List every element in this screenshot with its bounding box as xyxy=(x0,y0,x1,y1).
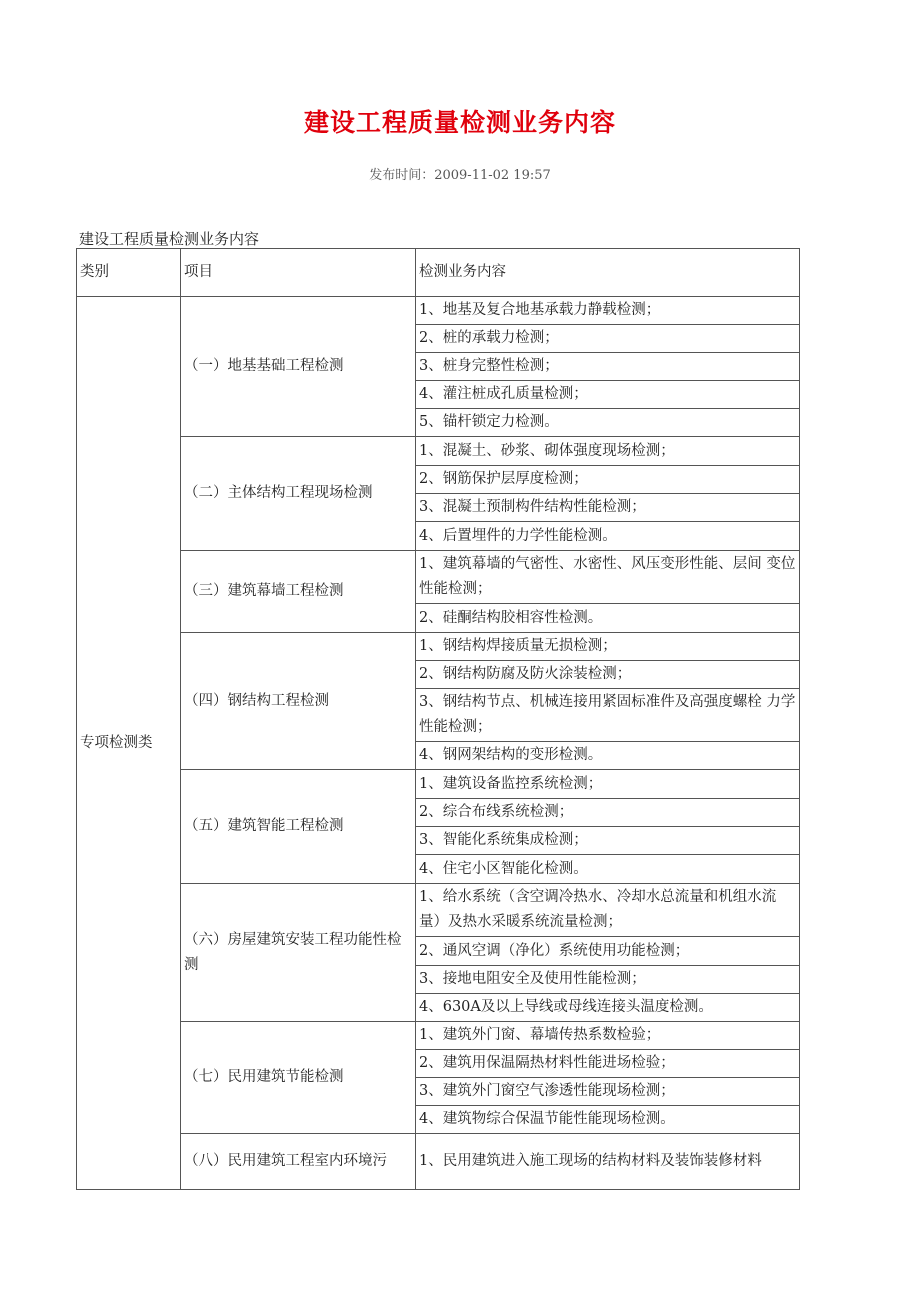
table-row xyxy=(77,770,800,799)
content-cell: 4、灌注桩成孔质量检测； xyxy=(416,381,800,409)
item-cell: （五）建筑智能工程检测 xyxy=(181,770,416,884)
content-cell: 2、硅酮结构胶相容性检测。 xyxy=(416,604,800,633)
content-cell: 1、给水系统（含空调冷热水、冷却水总流量和机组水流 量）及热水采暖系统流量检测； xyxy=(416,884,800,937)
content-cell: 3、智能化系统集成检测； xyxy=(416,827,800,855)
item-cell: （二）主体结构工程现场检测 xyxy=(181,437,416,551)
content-cell: 4、钢网架结构的变形检测。 xyxy=(416,742,800,770)
table-caption: 建设工程质量检测业务内容 xyxy=(79,230,260,248)
item-cell: （六）房屋建筑安装工程功能性检 测 xyxy=(181,884,416,1022)
table-row xyxy=(77,884,800,937)
publish-time: 发布时间：2009-11-02 19:57 xyxy=(369,168,551,183)
category-cell: 专项检测类 xyxy=(77,297,181,1190)
content-cell: 1、建筑设备监控系统检测； xyxy=(416,770,800,799)
content-cell: 1、民用建筑进入施工现场的结构材料及装饰装修材料 xyxy=(416,1134,800,1190)
table-row xyxy=(77,633,800,661)
item-cell: （八）民用建筑工程室内环境污 xyxy=(181,1134,416,1190)
content-cell: 1、建筑幕墙的气密性、水密性、风压变形性能、层间 变位性能检测； xyxy=(416,551,800,604)
content-cell: 1、建筑外门窗、幕墙传热系数检验； xyxy=(416,1022,800,1050)
table-row xyxy=(77,437,800,466)
item-cell: （四）钢结构工程检测 xyxy=(181,633,416,770)
content-cell: 3、混凝土预制构件结构性能检测； xyxy=(416,494,800,522)
inspection-table xyxy=(76,248,800,1190)
table-row xyxy=(77,297,800,325)
content-cell: 1、地基及复合地基承载力静载检测； xyxy=(416,297,800,325)
header-category: 类别 xyxy=(77,249,181,297)
content-cell: 4、后置埋件的力学性能检测。 xyxy=(416,522,800,551)
content-cell: 3、接地电阻安全及使用性能检测； xyxy=(416,966,800,994)
item-cell: （三）建筑幕墙工程检测 xyxy=(181,551,416,633)
content-cell: 4、建筑物综合保温节能性能现场检测。 xyxy=(416,1106,800,1134)
table-row xyxy=(77,551,800,604)
item-cell: （一）地基基础工程检测 xyxy=(181,297,416,437)
content-cell: 2、钢结构防腐及防火涂装检测； xyxy=(416,661,800,689)
header-content: 检测业务内容 xyxy=(416,249,800,297)
content-cell: 5、锚杆锁定力检测。 xyxy=(416,409,800,437)
content-cell: 2、钢筋保护层厚度检测； xyxy=(416,466,800,494)
content-cell: 2、通风空调（净化）系统使用功能检测； xyxy=(416,937,800,966)
content-cell: 2、建筑用保温隔热材料性能进场检验； xyxy=(416,1050,800,1078)
content-cell: 1、混凝土、砂浆、砌体强度现场检测； xyxy=(416,437,800,466)
table-row xyxy=(77,1134,800,1190)
header-item: 项目 xyxy=(181,249,416,297)
content-cell: 3、钢结构节点、机械连接用紧固标准件及高强度螺栓 力学性能检测； xyxy=(416,689,800,742)
table-header-row xyxy=(77,249,800,297)
content-cell: 2、桩的承载力检测； xyxy=(416,325,800,353)
content-cell: 4、住宅小区智能化检测。 xyxy=(416,855,800,884)
table-row xyxy=(77,1022,800,1050)
content-cell: 3、桩身完整性检测； xyxy=(416,353,800,381)
content-cell: 3、建筑外门窗空气渗透性能现场检测； xyxy=(416,1078,800,1106)
content-cell: 2、综合布线系统检测； xyxy=(416,799,800,827)
page-title: 建设工程质量检测业务内容 xyxy=(303,108,616,137)
content-cell: 1、钢结构焊接质量无损检测； xyxy=(416,633,800,661)
item-cell: （七）民用建筑节能检测 xyxy=(181,1022,416,1134)
content-cell: 4、630A及以上导线或母线连接头温度检测。 xyxy=(416,994,800,1022)
